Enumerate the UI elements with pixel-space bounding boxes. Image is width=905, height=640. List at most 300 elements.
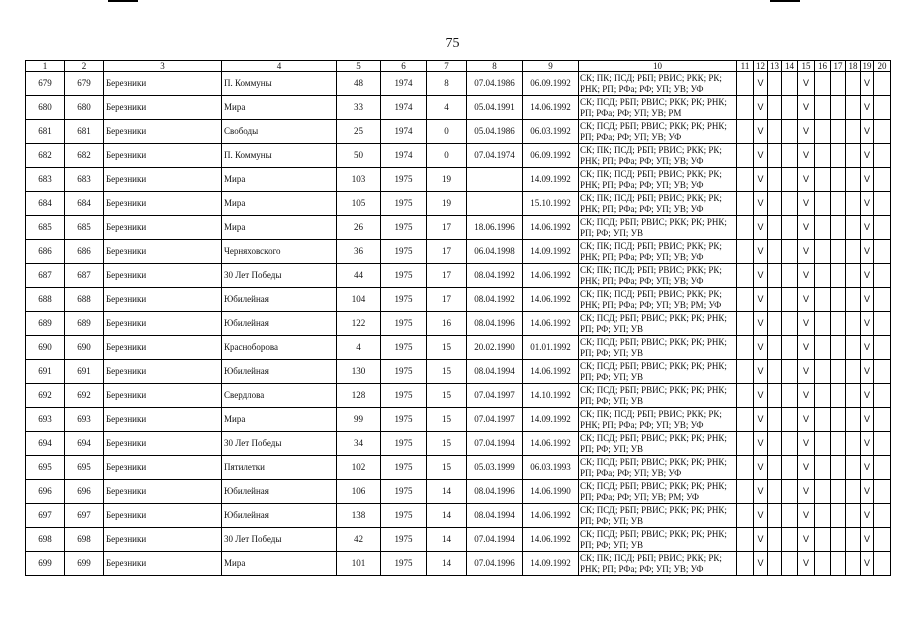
mark-cell-15: V <box>798 504 815 528</box>
mark-cell-15: V <box>798 216 815 240</box>
mark-cell-16 <box>815 384 831 408</box>
mark-cell-12: V <box>754 480 768 504</box>
mark-cell-17 <box>831 408 846 432</box>
mark-cell-12: V <box>754 408 768 432</box>
mark-cell-19: V <box>861 336 874 360</box>
mark-cell-13 <box>768 336 782 360</box>
mark-cell-20 <box>874 384 891 408</box>
date2-cell: 14.09.1992 <box>523 240 579 264</box>
mark-cell-20 <box>874 504 891 528</box>
mark-cell-11 <box>737 456 754 480</box>
mark-cell-12: V <box>754 288 768 312</box>
mark-cell-16 <box>815 528 831 552</box>
mark-cell-14 <box>782 216 798 240</box>
codes-cell: СК; ПК; ПСД; РБП; РВИС; РКК; РК; РНК; РП; РФа; РФ; УП; УВ; УФ <box>579 240 737 264</box>
mark-cell-16 <box>815 240 831 264</box>
codes-cell: СК; ПСД; РБП; РВИС; РКК; РК; РНК; РП; РФ; УП; УВ <box>579 336 737 360</box>
item-number: 681 <box>65 120 104 144</box>
date1-cell: 08.04.1992 <box>467 264 523 288</box>
mark-cell-15: V <box>798 192 815 216</box>
date1-cell: 07.04.1997 <box>467 408 523 432</box>
mark-cell-18 <box>846 360 861 384</box>
column-header-16: 16 <box>815 61 831 72</box>
record-number: 690 <box>26 336 65 360</box>
col7-cell: 15 <box>427 408 467 432</box>
mark-cell-20 <box>874 552 891 576</box>
street-cell: Красноборова <box>222 336 337 360</box>
mark-cell-14 <box>782 312 798 336</box>
mark-cell-19: V <box>861 96 874 120</box>
mark-cell-14 <box>782 120 798 144</box>
city-cell: Березники <box>104 384 222 408</box>
column-header-8: 8 <box>467 61 523 72</box>
mark-cell-20 <box>874 120 891 144</box>
table-row <box>26 360 891 384</box>
mark-cell-11 <box>737 72 754 96</box>
item-number: 679 <box>65 72 104 96</box>
record-number: 695 <box>26 456 65 480</box>
column-header-10: 10 <box>579 61 737 72</box>
col7-cell: 15 <box>427 432 467 456</box>
mark-cell-12: V <box>754 504 768 528</box>
date2-cell: 14.09.1992 <box>523 552 579 576</box>
column-header-17: 17 <box>831 61 846 72</box>
street-cell: Юбилейная <box>222 504 337 528</box>
column-header-3: 3 <box>104 61 222 72</box>
table-row <box>26 264 891 288</box>
mark-cell-17 <box>831 216 846 240</box>
house-cell: 105 <box>337 192 381 216</box>
item-number: 692 <box>65 384 104 408</box>
date2-cell: 14.06.1992 <box>523 288 579 312</box>
house-cell: 99 <box>337 408 381 432</box>
street-cell: Юбилейная <box>222 312 337 336</box>
mark-cell-16 <box>815 336 831 360</box>
street-cell: Пятилетки <box>222 456 337 480</box>
mark-cell-19: V <box>861 192 874 216</box>
mark-cell-17 <box>831 312 846 336</box>
date2-cell: 14.10.1992 <box>523 384 579 408</box>
col7-cell: 15 <box>427 360 467 384</box>
record-number: 694 <box>26 432 65 456</box>
item-number: 680 <box>65 96 104 120</box>
mark-cell-16 <box>815 480 831 504</box>
date2-cell: 14.06.1992 <box>523 528 579 552</box>
house-cell: 104 <box>337 288 381 312</box>
mark-cell-16 <box>815 552 831 576</box>
mark-cell-18 <box>846 312 861 336</box>
mark-cell-20 <box>874 432 891 456</box>
record-number: 681 <box>26 120 65 144</box>
codes-cell: СК; ПК; ПСД; РБП; РВИС; РКК; РК; РНК; РП; РФа; РФ; УП; УВ; УФ <box>579 264 737 288</box>
city-cell: Березники <box>104 408 222 432</box>
mark-cell-14 <box>782 504 798 528</box>
scan-edge-mark-left <box>108 0 138 2</box>
codes-cell: СК; ПК; ПСД; РБП; РВИС; РКК; РК; РНК; РП; РФа; РФ; УП; УВ; УФ <box>579 552 737 576</box>
mark-cell-14 <box>782 360 798 384</box>
mark-cell-17 <box>831 528 846 552</box>
mark-cell-11 <box>737 264 754 288</box>
mark-cell-18 <box>846 168 861 192</box>
mark-cell-19: V <box>861 240 874 264</box>
street-cell: 30 Лет Победы <box>222 432 337 456</box>
date2-cell: 01.01.1992 <box>523 336 579 360</box>
year-cell: 1975 <box>381 504 427 528</box>
mark-cell-19: V <box>861 288 874 312</box>
table-row <box>26 312 891 336</box>
mark-cell-12: V <box>754 264 768 288</box>
mark-cell-16 <box>815 216 831 240</box>
mark-cell-12: V <box>754 120 768 144</box>
date2-cell: 06.03.1992 <box>523 120 579 144</box>
record-number: 685 <box>26 216 65 240</box>
page-number: 75 <box>445 36 460 51</box>
mark-cell-11 <box>737 144 754 168</box>
mark-cell-13 <box>768 552 782 576</box>
col7-cell: 14 <box>427 552 467 576</box>
house-cell: 26 <box>337 216 381 240</box>
mark-cell-11 <box>737 384 754 408</box>
date2-cell: 14.09.1992 <box>523 408 579 432</box>
table-row <box>26 432 891 456</box>
mark-cell-20 <box>874 240 891 264</box>
mark-cell-16 <box>815 72 831 96</box>
mark-cell-18 <box>846 264 861 288</box>
street-cell: Мира <box>222 168 337 192</box>
mark-cell-13 <box>768 240 782 264</box>
house-cell: 33 <box>337 96 381 120</box>
street-cell: Мира <box>222 96 337 120</box>
mark-cell-15: V <box>798 552 815 576</box>
item-number: 697 <box>65 504 104 528</box>
mark-cell-17 <box>831 264 846 288</box>
mark-cell-14 <box>782 264 798 288</box>
date2-cell: 06.03.1993 <box>523 456 579 480</box>
mark-cell-19: V <box>861 216 874 240</box>
mark-cell-14 <box>782 168 798 192</box>
mark-cell-12: V <box>754 528 768 552</box>
mark-cell-14 <box>782 432 798 456</box>
codes-cell: СК; ПСД; РБП; РВИС; РКК; РК; РНК; РП; РФа; РФ; УП; УВ; УФ <box>579 456 737 480</box>
item-number: 687 <box>65 264 104 288</box>
mark-cell-16 <box>815 120 831 144</box>
date2-cell: 14.06.1992 <box>523 360 579 384</box>
mark-cell-13 <box>768 528 782 552</box>
city-cell: Березники <box>104 168 222 192</box>
column-header-1: 1 <box>26 61 65 72</box>
mark-cell-20 <box>874 168 891 192</box>
item-number: 698 <box>65 528 104 552</box>
mark-cell-13 <box>768 312 782 336</box>
mark-cell-13 <box>768 408 782 432</box>
mark-cell-20 <box>874 264 891 288</box>
mark-cell-16 <box>815 312 831 336</box>
mark-cell-15: V <box>798 240 815 264</box>
house-cell: 36 <box>337 240 381 264</box>
table-row <box>26 528 891 552</box>
mark-cell-12: V <box>754 216 768 240</box>
mark-cell-17 <box>831 192 846 216</box>
mark-cell-15: V <box>798 432 815 456</box>
mark-cell-11 <box>737 504 754 528</box>
mark-cell-18 <box>846 504 861 528</box>
city-cell: Березники <box>104 288 222 312</box>
year-cell: 1975 <box>381 288 427 312</box>
codes-cell: СК; ПСД; РБП; РВИС; РКК; РК; РНК; РП; РФа; РФ; УП; УВ; УФ <box>579 120 737 144</box>
year-cell: 1974 <box>381 144 427 168</box>
date2-cell: 14.06.1992 <box>523 312 579 336</box>
column-header-2: 2 <box>65 61 104 72</box>
codes-cell: СК; ПСД; РБП; РВИС; РКК; РК; РНК; РП; РФ; УП; УВ <box>579 216 737 240</box>
mark-cell-14 <box>782 528 798 552</box>
street-cell: Мира <box>222 192 337 216</box>
mark-cell-16 <box>815 432 831 456</box>
column-header-20: 20 <box>874 61 891 72</box>
table-row <box>26 72 891 96</box>
city-cell: Березники <box>104 192 222 216</box>
record-number: 691 <box>26 360 65 384</box>
register-table <box>25 60 891 576</box>
mark-cell-13 <box>768 384 782 408</box>
mark-cell-18 <box>846 192 861 216</box>
date2-cell: 06.09.1992 <box>523 144 579 168</box>
date2-cell: 14.06.1992 <box>523 432 579 456</box>
mark-cell-17 <box>831 432 846 456</box>
mark-cell-11 <box>737 312 754 336</box>
mark-cell-19: V <box>861 360 874 384</box>
mark-cell-12: V <box>754 360 768 384</box>
year-cell: 1975 <box>381 216 427 240</box>
mark-cell-19: V <box>861 144 874 168</box>
mark-cell-18 <box>846 96 861 120</box>
mark-cell-18 <box>846 480 861 504</box>
item-number: 699 <box>65 552 104 576</box>
record-number: 689 <box>26 312 65 336</box>
year-cell: 1974 <box>381 120 427 144</box>
mark-cell-18 <box>846 240 861 264</box>
col7-cell: 17 <box>427 288 467 312</box>
city-cell: Березники <box>104 144 222 168</box>
street-cell: П. Коммуны <box>222 144 337 168</box>
col7-cell: 19 <box>427 192 467 216</box>
date1-cell: 07.04.1996 <box>467 552 523 576</box>
record-number: 687 <box>26 264 65 288</box>
item-number: 682 <box>65 144 104 168</box>
year-cell: 1975 <box>381 360 427 384</box>
record-number: 684 <box>26 192 65 216</box>
mark-cell-20 <box>874 144 891 168</box>
mark-cell-14 <box>782 192 798 216</box>
year-cell: 1974 <box>381 96 427 120</box>
col7-cell: 17 <box>427 216 467 240</box>
mark-cell-20 <box>874 312 891 336</box>
mark-cell-17 <box>831 384 846 408</box>
record-number: 683 <box>26 168 65 192</box>
mark-cell-14 <box>782 552 798 576</box>
column-header-12: 12 <box>754 61 768 72</box>
mark-cell-11 <box>737 336 754 360</box>
mark-cell-18 <box>846 528 861 552</box>
mark-cell-18 <box>846 144 861 168</box>
date1-cell: 08.04.1996 <box>467 312 523 336</box>
mark-cell-14 <box>782 384 798 408</box>
year-cell: 1975 <box>381 312 427 336</box>
mark-cell-12: V <box>754 240 768 264</box>
codes-cell: СК; ПК; ПСД; РБП; РВИС; РКК; РК; РНК; РП; РФа; РФ; УП; УВ; УФ <box>579 192 737 216</box>
city-cell: Березники <box>104 432 222 456</box>
mark-cell-11 <box>737 288 754 312</box>
city-cell: Березники <box>104 264 222 288</box>
mark-cell-15: V <box>798 528 815 552</box>
mark-cell-15: V <box>798 480 815 504</box>
col7-cell: 0 <box>427 144 467 168</box>
mark-cell-16 <box>815 192 831 216</box>
table-row <box>26 288 891 312</box>
col7-cell: 4 <box>427 96 467 120</box>
street-cell: Мира <box>222 216 337 240</box>
house-cell: 101 <box>337 552 381 576</box>
item-number: 690 <box>65 336 104 360</box>
record-number: 696 <box>26 480 65 504</box>
mark-cell-17 <box>831 552 846 576</box>
record-number: 688 <box>26 288 65 312</box>
table-row <box>26 240 891 264</box>
mark-cell-19: V <box>861 264 874 288</box>
mark-cell-15: V <box>798 360 815 384</box>
codes-cell: СК; ПСД; РБП; РВИС; РКК; РК; РНК; РП; РФ; УП; УВ <box>579 432 737 456</box>
mark-cell-20 <box>874 480 891 504</box>
mark-cell-12: V <box>754 72 768 96</box>
item-number: 683 <box>65 168 104 192</box>
mark-cell-12: V <box>754 432 768 456</box>
mark-cell-16 <box>815 96 831 120</box>
item-number: 694 <box>65 432 104 456</box>
mark-cell-19: V <box>861 384 874 408</box>
mark-cell-15: V <box>798 120 815 144</box>
table-body <box>26 72 891 576</box>
mark-cell-14 <box>782 96 798 120</box>
street-cell: Свободы <box>222 120 337 144</box>
column-header-4: 4 <box>222 61 337 72</box>
year-cell: 1975 <box>381 528 427 552</box>
item-number: 691 <box>65 360 104 384</box>
codes-cell: СК; ПСД; РБП; РВИС; РКК; РК; РНК; РП; РФ; УП; УВ <box>579 504 737 528</box>
mark-cell-18 <box>846 288 861 312</box>
mark-cell-19: V <box>861 552 874 576</box>
street-cell: П. Коммуны <box>222 72 337 96</box>
column-header-19: 19 <box>862 61 872 71</box>
city-cell: Березники <box>104 312 222 336</box>
street-cell: Свердлова <box>222 384 337 408</box>
mark-cell-18 <box>846 408 861 432</box>
mark-cell-20 <box>874 288 891 312</box>
date2-cell: 14.06.1992 <box>523 96 579 120</box>
year-cell: 1975 <box>381 240 427 264</box>
mark-cell-13 <box>768 168 782 192</box>
year-cell: 1975 <box>381 432 427 456</box>
mark-cell-13 <box>768 432 782 456</box>
mark-cell-15: V <box>798 288 815 312</box>
date1-cell: 06.04.1998 <box>467 240 523 264</box>
house-cell: 128 <box>337 384 381 408</box>
codes-cell: СК; ПК; ПСД; РБП; РВИС; РКК; РК; РНК; РП; РФа; РФ; УП; УВ; УФ <box>579 168 737 192</box>
mark-cell-16 <box>815 504 831 528</box>
mark-cell-15: V <box>798 144 815 168</box>
date1-cell: 08.04.1992 <box>467 288 523 312</box>
mark-cell-20 <box>874 192 891 216</box>
mark-cell-20 <box>874 408 891 432</box>
date2-cell: 14.06.1992 <box>523 504 579 528</box>
mark-cell-19: V <box>861 504 874 528</box>
table-row <box>26 504 891 528</box>
mark-cell-16 <box>815 360 831 384</box>
record-number: 680 <box>26 96 65 120</box>
date2-cell: 14.06.1992 <box>523 216 579 240</box>
year-cell: 1975 <box>381 480 427 504</box>
mark-cell-19: V <box>861 312 874 336</box>
house-cell: 102 <box>337 456 381 480</box>
mark-cell-16 <box>815 144 831 168</box>
mark-cell-13 <box>768 216 782 240</box>
column-header-15: 15 <box>798 61 815 72</box>
house-cell: 44 <box>337 264 381 288</box>
col7-cell: 14 <box>427 504 467 528</box>
mark-cell-17 <box>831 288 846 312</box>
mark-cell-11 <box>737 216 754 240</box>
mark-cell-17 <box>831 240 846 264</box>
street-cell: Юбилейная <box>222 288 337 312</box>
date1-cell: 05.03.1999 <box>467 456 523 480</box>
date1-cell: 08.04.1994 <box>467 504 523 528</box>
street-cell: 30 Лет Победы <box>222 528 337 552</box>
record-number: 682 <box>26 144 65 168</box>
table-row <box>26 168 891 192</box>
record-number: 692 <box>26 384 65 408</box>
codes-cell: СК; ПСД; РБП; РВИС; РКК; РК; РНК; РП; РФ; УП; УВ <box>579 528 737 552</box>
col7-cell: 0 <box>427 120 467 144</box>
column-header-6: 6 <box>381 61 427 72</box>
header-row <box>26 61 891 72</box>
mark-cell-12: V <box>754 144 768 168</box>
record-number: 699 <box>26 552 65 576</box>
mark-cell-13 <box>768 192 782 216</box>
date2-cell: 14.06.1992 <box>523 264 579 288</box>
column-header-18: 18 <box>846 61 861 72</box>
house-cell: 42 <box>337 528 381 552</box>
year-cell: 1975 <box>381 552 427 576</box>
col7-cell: 19 <box>427 168 467 192</box>
mark-cell-11 <box>737 240 754 264</box>
mark-cell-15: V <box>798 336 815 360</box>
city-cell: Березники <box>104 240 222 264</box>
mark-cell-15: V <box>798 72 815 96</box>
record-number: 686 <box>26 240 65 264</box>
year-cell: 1975 <box>381 408 427 432</box>
house-cell: 122 <box>337 312 381 336</box>
mark-cell-14 <box>782 480 798 504</box>
year-cell: 1975 <box>381 456 427 480</box>
street-cell: Юбилейная <box>222 480 337 504</box>
codes-cell: СК; ПСД; РБП; РВИС; РКК; РК; РНК; РП; РФа; РФ; УП; УВ; РМ; УФ <box>579 480 737 504</box>
street-cell: Мира <box>222 552 337 576</box>
table-row <box>26 480 891 504</box>
date1-cell: 05.04.1986 <box>467 120 523 144</box>
mark-cell-15: V <box>798 312 815 336</box>
house-cell: 138 <box>337 504 381 528</box>
city-cell: Березники <box>104 96 222 120</box>
col7-cell: 8 <box>427 72 467 96</box>
codes-cell: СК; ПСД; РБП; РВИС; РКК; РК; РНК; РП; РФа; РФ; УП; УВ; РМ <box>579 96 737 120</box>
